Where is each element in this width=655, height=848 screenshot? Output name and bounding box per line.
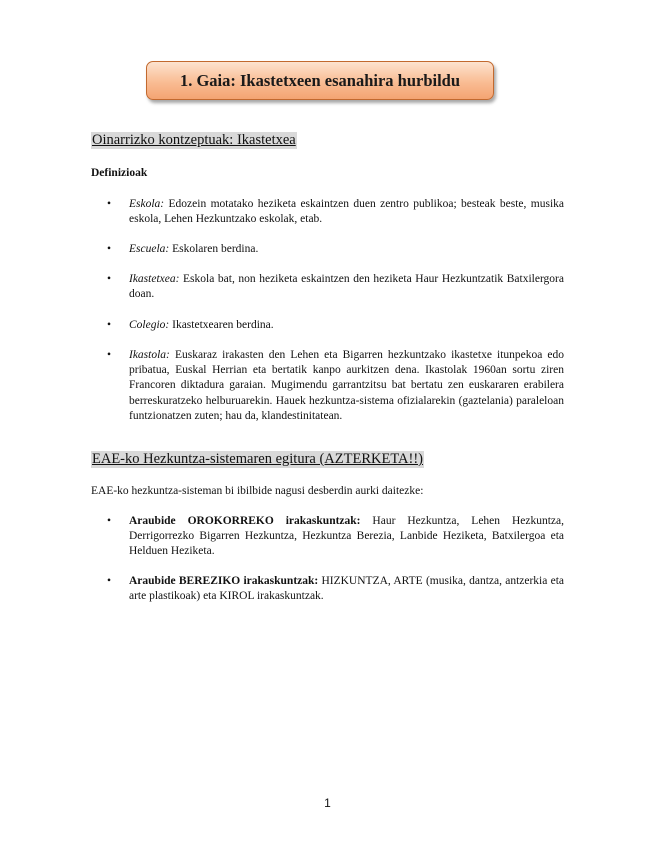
list-item-text bbox=[129, 318, 564, 333]
list-item-term: Araubide BEREZIKO irakaskuntzak: bbox=[129, 575, 319, 587]
section-heading-concepts: Oinarrizko kontzeptuak: Ikastetxea bbox=[92, 132, 296, 148]
list-item-term: Eskola: bbox=[129, 198, 165, 210]
page-title: 1. Gaia: Ikastetxeen esanahira hurbildu bbox=[179, 70, 461, 90]
list-item-body: Haur Hezkuntza, Lehen Hezkuntza, Derrigorrezko Bigarren Hezkuntza, Hezkuntza Berezia, Lanbide Heziketa, Batxilergoa eta Helduen Heziketa. bbox=[129, 515, 564, 558]
list-item-term: Ikastola: bbox=[129, 349, 170, 361]
list-item-text bbox=[129, 197, 564, 227]
list-item-term: Colegio: bbox=[129, 319, 170, 331]
bullet-icon: • bbox=[107, 243, 112, 255]
list-item-text bbox=[129, 242, 564, 257]
list-item-term: Ikastetxea: bbox=[129, 273, 180, 285]
list-item-text bbox=[129, 348, 564, 424]
bullet-icon: • bbox=[107, 575, 112, 587]
list-item-body: HIZKUNTZA, ARTE (musika, dantza, antzerkia eta arte plastikoak) eta KIROL irakaskuntzak. bbox=[129, 575, 564, 603]
section-heading-structure: EAE-ko Hezkuntza-sistemaren egitura (AZTERKETA!!) bbox=[92, 451, 424, 467]
list-item-term: Escuela: bbox=[129, 243, 170, 255]
bullet-icon: • bbox=[107, 273, 112, 285]
bullet-icon: • bbox=[107, 198, 112, 210]
subheading-definitions: Definizioak bbox=[91, 167, 148, 179]
bullet-icon: • bbox=[107, 515, 112, 527]
page-number: 1 bbox=[324, 796, 331, 810]
list-item-body: Ikastetxearen berdina. bbox=[169, 319, 274, 331]
list-item-text bbox=[129, 514, 564, 560]
list-item-body: Euskaraz irakasten den Lehen eta Bigarren hezkuntzako ikastetxe itunpekoa edo pribatua, Euskal Herrian eta bertatik kanpo aurkitzen dena. Ikastolak 1960an sortu ziren Francoren diktadura garaian. Mugimendu garrantzitsu bat bertatu zen euskararen erabilera berreskuratzeko helburuarekin. Hauek hezkuntza-sistema ofizialarekin (gaztelania) paraleloan funtzionatzen zuten; hau da, klandestinitatean. bbox=[129, 349, 564, 422]
title-box bbox=[146, 61, 494, 100]
list-item-term: Araubide OROKORREKO irakaskuntzak: bbox=[129, 515, 361, 527]
bullet-icon: • bbox=[107, 319, 112, 331]
list-item-text bbox=[129, 272, 564, 302]
bullet-icon: • bbox=[107, 349, 112, 361]
list-item-body: Eskola bat, non heziketa eskaintzen den heziketa Haur Hezkuntzatik Batxilergora doan. bbox=[129, 273, 564, 301]
list-item-body: Edozein motatako heziketa eskaintzen duen zentro publikoa; besteak beste, musika eskola, Lehen Hezkuntzako eskolak, etab. bbox=[129, 198, 564, 226]
list-item-text bbox=[129, 574, 564, 604]
section-intro: EAE-ko hezkuntza-sisteman bi ibilbide nagusi desberdin aurki daitezke: bbox=[91, 485, 424, 497]
list-item-body: Eskolaren berdina. bbox=[169, 243, 259, 255]
